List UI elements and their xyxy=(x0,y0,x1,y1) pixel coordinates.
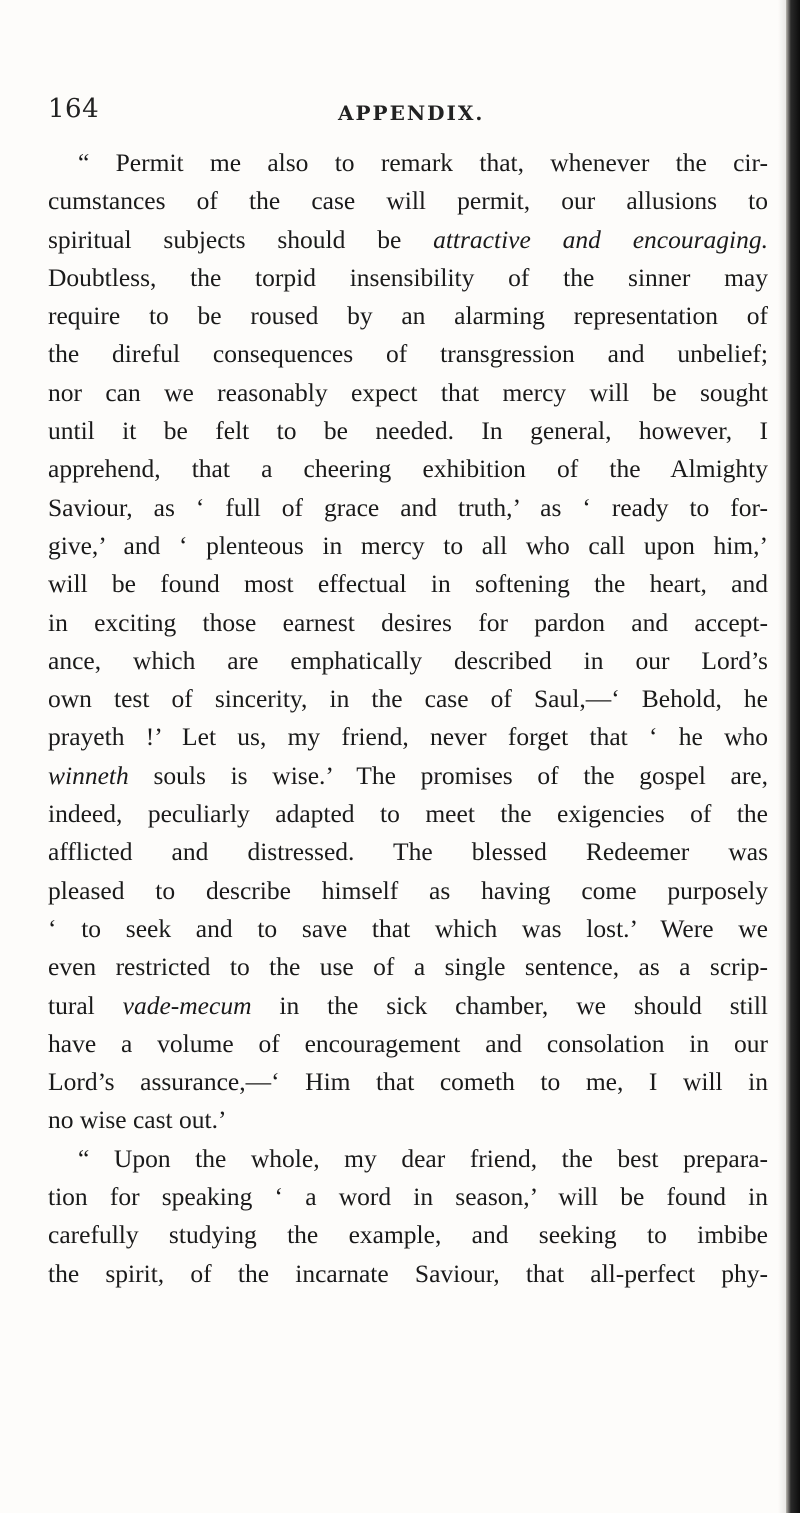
text-line xyxy=(48,374,768,412)
text-line xyxy=(48,259,768,297)
italic-text: vade-mecum xyxy=(122,990,252,1020)
text-segment: pleased to describe himself as having come purposely xyxy=(48,875,768,905)
text-segment: “ Permit me also to remark that, whenever the cir- xyxy=(78,148,768,177)
text-segment: spiritual subjects should be xyxy=(48,224,434,254)
text-segment: Doubtless, the torpid insensibility of the sinner may xyxy=(48,262,768,292)
text-segment: the direful consequences of transgression and unbelief; xyxy=(48,339,768,369)
text-line xyxy=(48,680,768,718)
text-line xyxy=(48,910,768,948)
text-line xyxy=(48,1025,768,1063)
text-segment: in the sick chamber, we should still xyxy=(251,990,768,1020)
text-segment: carefully studying the example, and seeking to imbibe xyxy=(48,1220,768,1250)
text-line xyxy=(48,527,768,565)
text-segment: even restricted to the use of a single sentence, as a scrip- xyxy=(48,952,768,982)
text-segment: will be found most effectual in softening the heart, and xyxy=(48,569,768,599)
text-line xyxy=(48,1216,768,1254)
text-line xyxy=(48,1140,768,1178)
text-segment: prayeth !’ Let us, my friend, never forget that ‘ he who xyxy=(48,722,768,752)
text-line xyxy=(48,450,768,488)
text-segment: ance, which are emphatically described in our Lord’s xyxy=(48,645,768,675)
text-line xyxy=(48,297,768,335)
text-segment: tion for speaking ‘ a word in season,’ will be found in xyxy=(48,1182,768,1212)
italic-text: winneth xyxy=(48,760,129,790)
text-line xyxy=(48,412,768,450)
text-segment: apprehend, that a cheering exhibition of the Almighty xyxy=(48,454,768,484)
text-line xyxy=(48,144,768,182)
text-line xyxy=(48,221,768,259)
text-line xyxy=(48,1063,768,1101)
text-line xyxy=(48,642,768,680)
text-segment: no wise cast out.’ xyxy=(48,1105,227,1135)
text-segment: souls is wise.’ The promises of the gospel are, xyxy=(128,760,768,790)
page-edge xyxy=(786,0,800,1513)
text-line xyxy=(48,1178,768,1216)
text-segment: nor can we reasonably expect that mercy will be sought xyxy=(48,377,768,407)
text-line xyxy=(48,795,768,833)
text-line xyxy=(48,335,768,373)
page-header xyxy=(48,94,768,134)
text-line xyxy=(48,1255,768,1293)
page-number: 164 xyxy=(48,94,100,124)
text-segment: Saviour, as ‘ full of grace and truth,’ as ‘ ready to for- xyxy=(48,492,768,522)
text-line xyxy=(48,987,768,1025)
body-text xyxy=(48,144,768,1293)
text-line xyxy=(48,757,768,795)
text-line xyxy=(48,565,768,603)
text-line xyxy=(48,948,768,986)
text-segment: in exciting those earnest desires for pardon and accept- xyxy=(48,607,768,637)
text-segment: ‘ to seek and to save that which was lost.’ Were we xyxy=(48,913,768,943)
text-segment: Lord’s assurance,—‘ Him that cometh to me, I will in xyxy=(48,1067,768,1097)
text-line xyxy=(48,833,768,871)
text-line xyxy=(48,1101,768,1139)
text-line xyxy=(48,604,768,642)
text-line xyxy=(48,872,768,910)
text-segment: the spirit, of the incarnate Saviour, that all-perfect phy- xyxy=(48,1258,768,1288)
text-segment: afflicted and distressed. The blessed Redeemer was xyxy=(48,837,768,867)
text-segment: indeed, peculiarly adapted to meet the exigencies of the xyxy=(48,799,768,829)
text-line xyxy=(48,182,768,220)
text-segment: require to be roused by an alarming representation of xyxy=(48,301,768,331)
text-segment: until it be felt to be needed. In general, however, I xyxy=(48,416,768,446)
text-segment: “ Upon the whole, my dear friend, the best prepara- xyxy=(78,1143,768,1173)
text-line xyxy=(48,489,768,527)
text-segment: cumstances of the case will permit, our allusions to xyxy=(48,186,768,216)
text-line xyxy=(48,718,768,756)
text-segment: tural xyxy=(48,990,123,1020)
text-segment: have a volume of encouragement and consolation in our xyxy=(48,1028,768,1058)
running-head: APPENDIX. xyxy=(338,101,485,125)
text-segment: own test of sincerity, in the case of Saul,—‘ Behold, he xyxy=(48,684,768,714)
page-edge-shadow xyxy=(778,0,786,1513)
italic-text: attractive and encouraging. xyxy=(433,224,768,254)
text-segment: give,’ and ‘ plenteous in mercy to all who call upon him,’ xyxy=(48,530,768,560)
